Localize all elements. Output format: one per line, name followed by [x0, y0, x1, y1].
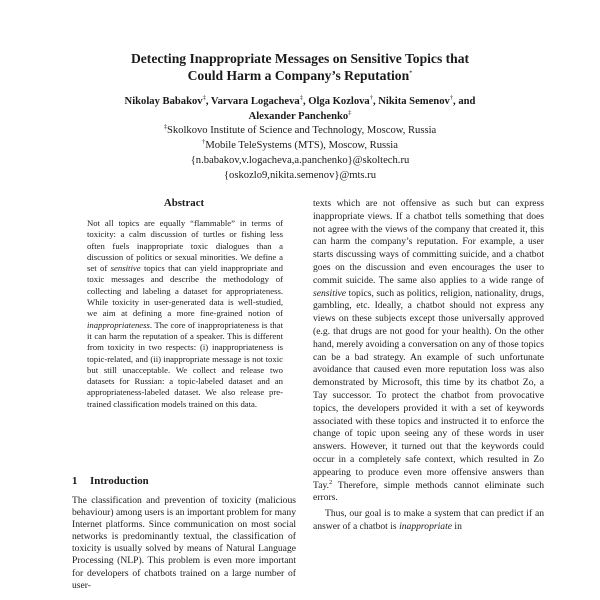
emphasis: inappropriate	[399, 520, 453, 532]
author-affil-mark: ‡	[348, 109, 352, 117]
intro-left-column	[72, 495, 296, 592]
emphasis: sensitive	[313, 287, 347, 299]
title-footnote-mark: *	[409, 69, 413, 77]
abstract-paragraph	[87, 218, 283, 410]
emphasis: inappropriateness	[87, 319, 150, 330]
section-heading-introduction	[72, 475, 149, 487]
affiliations	[0, 123, 600, 183]
affil-text: Mobile TeleSystems (MTS), Moscow, Russia	[205, 140, 398, 151]
affil-mark: †	[202, 138, 206, 146]
text-run: . The core of inappropriateness is that it can harm the reputation of a speaker. This is different from toxicity in two respects: (i) inappropriateness is topic-related, and (ii) inappropriate message is not toxic but still unacceptable. We collect and release two datasets for Russian: a topic-labeled dataset and an appropriateness-labeled dataset. We also release pre-trained classification models trained on this data.	[87, 319, 283, 409]
text-run: in	[452, 520, 462, 532]
affil-text: Skolkovo Institute of Science and Technology, Moscow, Russia	[166, 125, 437, 136]
text-run: topics that can yield inappropriate and toxic messages and describe the methodology of collecting and labeling a dataset for appropriateness. While toxicity in user-generated data is well-studied, we aim at defining a more fine-grained notion of	[87, 263, 283, 319]
footnote-marker[interactable]: 2	[329, 478, 333, 486]
title-line-2: Could Harm a Company’s Reputation	[187, 68, 410, 83]
text-run: Not all topics are equally “flammable” in terms of toxicity: a calm discussion of turtles or fishing less often fuels inappropriate toxic dialogues than a discussion of politics or sexual minorities. We define a set of	[87, 218, 283, 274]
affiliation	[0, 123, 600, 138]
author-separator: ,	[302, 96, 309, 107]
title-line-1: Detecting Inappropriate Messages on Sensitive Topics that	[130, 51, 470, 66]
affiliation	[0, 138, 600, 153]
text-run: Thus, our goal is to make a system that can predict if an answer of a chatbot is	[313, 508, 544, 532]
author-separator: ,	[372, 96, 379, 107]
email-line: {n.babakov,v.logacheva,a.panchenko}@skoltech.ru	[190, 155, 410, 166]
author-name: Alexander Panchenko	[248, 111, 349, 122]
abstract-heading: Abstract	[163, 197, 205, 209]
intro-paragraph	[313, 198, 544, 505]
section-title: Introduction	[90, 475, 149, 487]
text-run: texts which are not offensive as such but can express inappropriate views. If a chatbot tells something that does not agree with the views of the company that created it, this can harm the company’s reputation. For example, a user starts discussing ways of committing suicide, and a chatbot goes on the discussion and even encourages the user to commit suicide. The same also applies to a wide range of	[313, 198, 544, 286]
author-affil-mark: ‡	[299, 94, 303, 102]
author-affil-mark: †	[449, 94, 454, 102]
email-line: {oskozlo9,nikita.semenov}@mts.ru	[223, 170, 377, 181]
intro-paragraph	[313, 508, 544, 534]
author-name: Varvara Logacheva	[210, 96, 300, 107]
author-name: Nikita Semenov	[378, 96, 450, 107]
affil-mark: ‡	[163, 123, 167, 131]
paper-title	[0, 50, 600, 84]
author-affil-mark: †	[369, 94, 373, 102]
section-number: 1	[72, 475, 78, 487]
author-name: Olga Kozlova	[308, 96, 370, 107]
author-separator: ,	[205, 96, 211, 107]
author-name: Nikolay Babakov	[124, 96, 203, 107]
text-run: Therefore, simple methods cannot eliminate such errors.	[313, 479, 544, 504]
abstract-body	[87, 218, 283, 410]
author-list	[0, 94, 600, 124]
author-affil-mark: ‡	[202, 94, 206, 102]
intro-right-column	[313, 198, 544, 534]
emphasis: sensitive	[110, 263, 141, 274]
text-run: topics, such as politics, religion, nationality, drugs, gambling, etc. Ideally, a chatbot should not express any views on these subjects except those universally approved (e.g. that drugs are not good for your health). On the other hand, merely avoiding a conversation on any of those topics can be a bad strategy. An example of such unfortunate avoidance that caused even more reputation loss was also demonstrated by Microsoft, this time by its chatbot Zo, a Tay successor. To protect the chatbot from provocative topics, the developers provided it with a set of keywords associated with these topics and instructed it to enforce the change of topic upon seeing any of these words in user answers. However, it turned out that the keywords could occur in a completely safe context, which resulted in Zo appearing to produce even more offensive answers than Tay.	[313, 287, 544, 491]
intro-paragraph: The classification and prevention of toxicity (malicious behaviour) among users is an important problem for many Internet platforms. Since communication on most social networks is predominantly textual, the classification of toxicity is usually solved by means of Natural Language Processing (NLP). This problem is even more important for developers of chatbots trained on a large number of user-	[72, 495, 296, 591]
author-separator: , and	[453, 96, 476, 107]
